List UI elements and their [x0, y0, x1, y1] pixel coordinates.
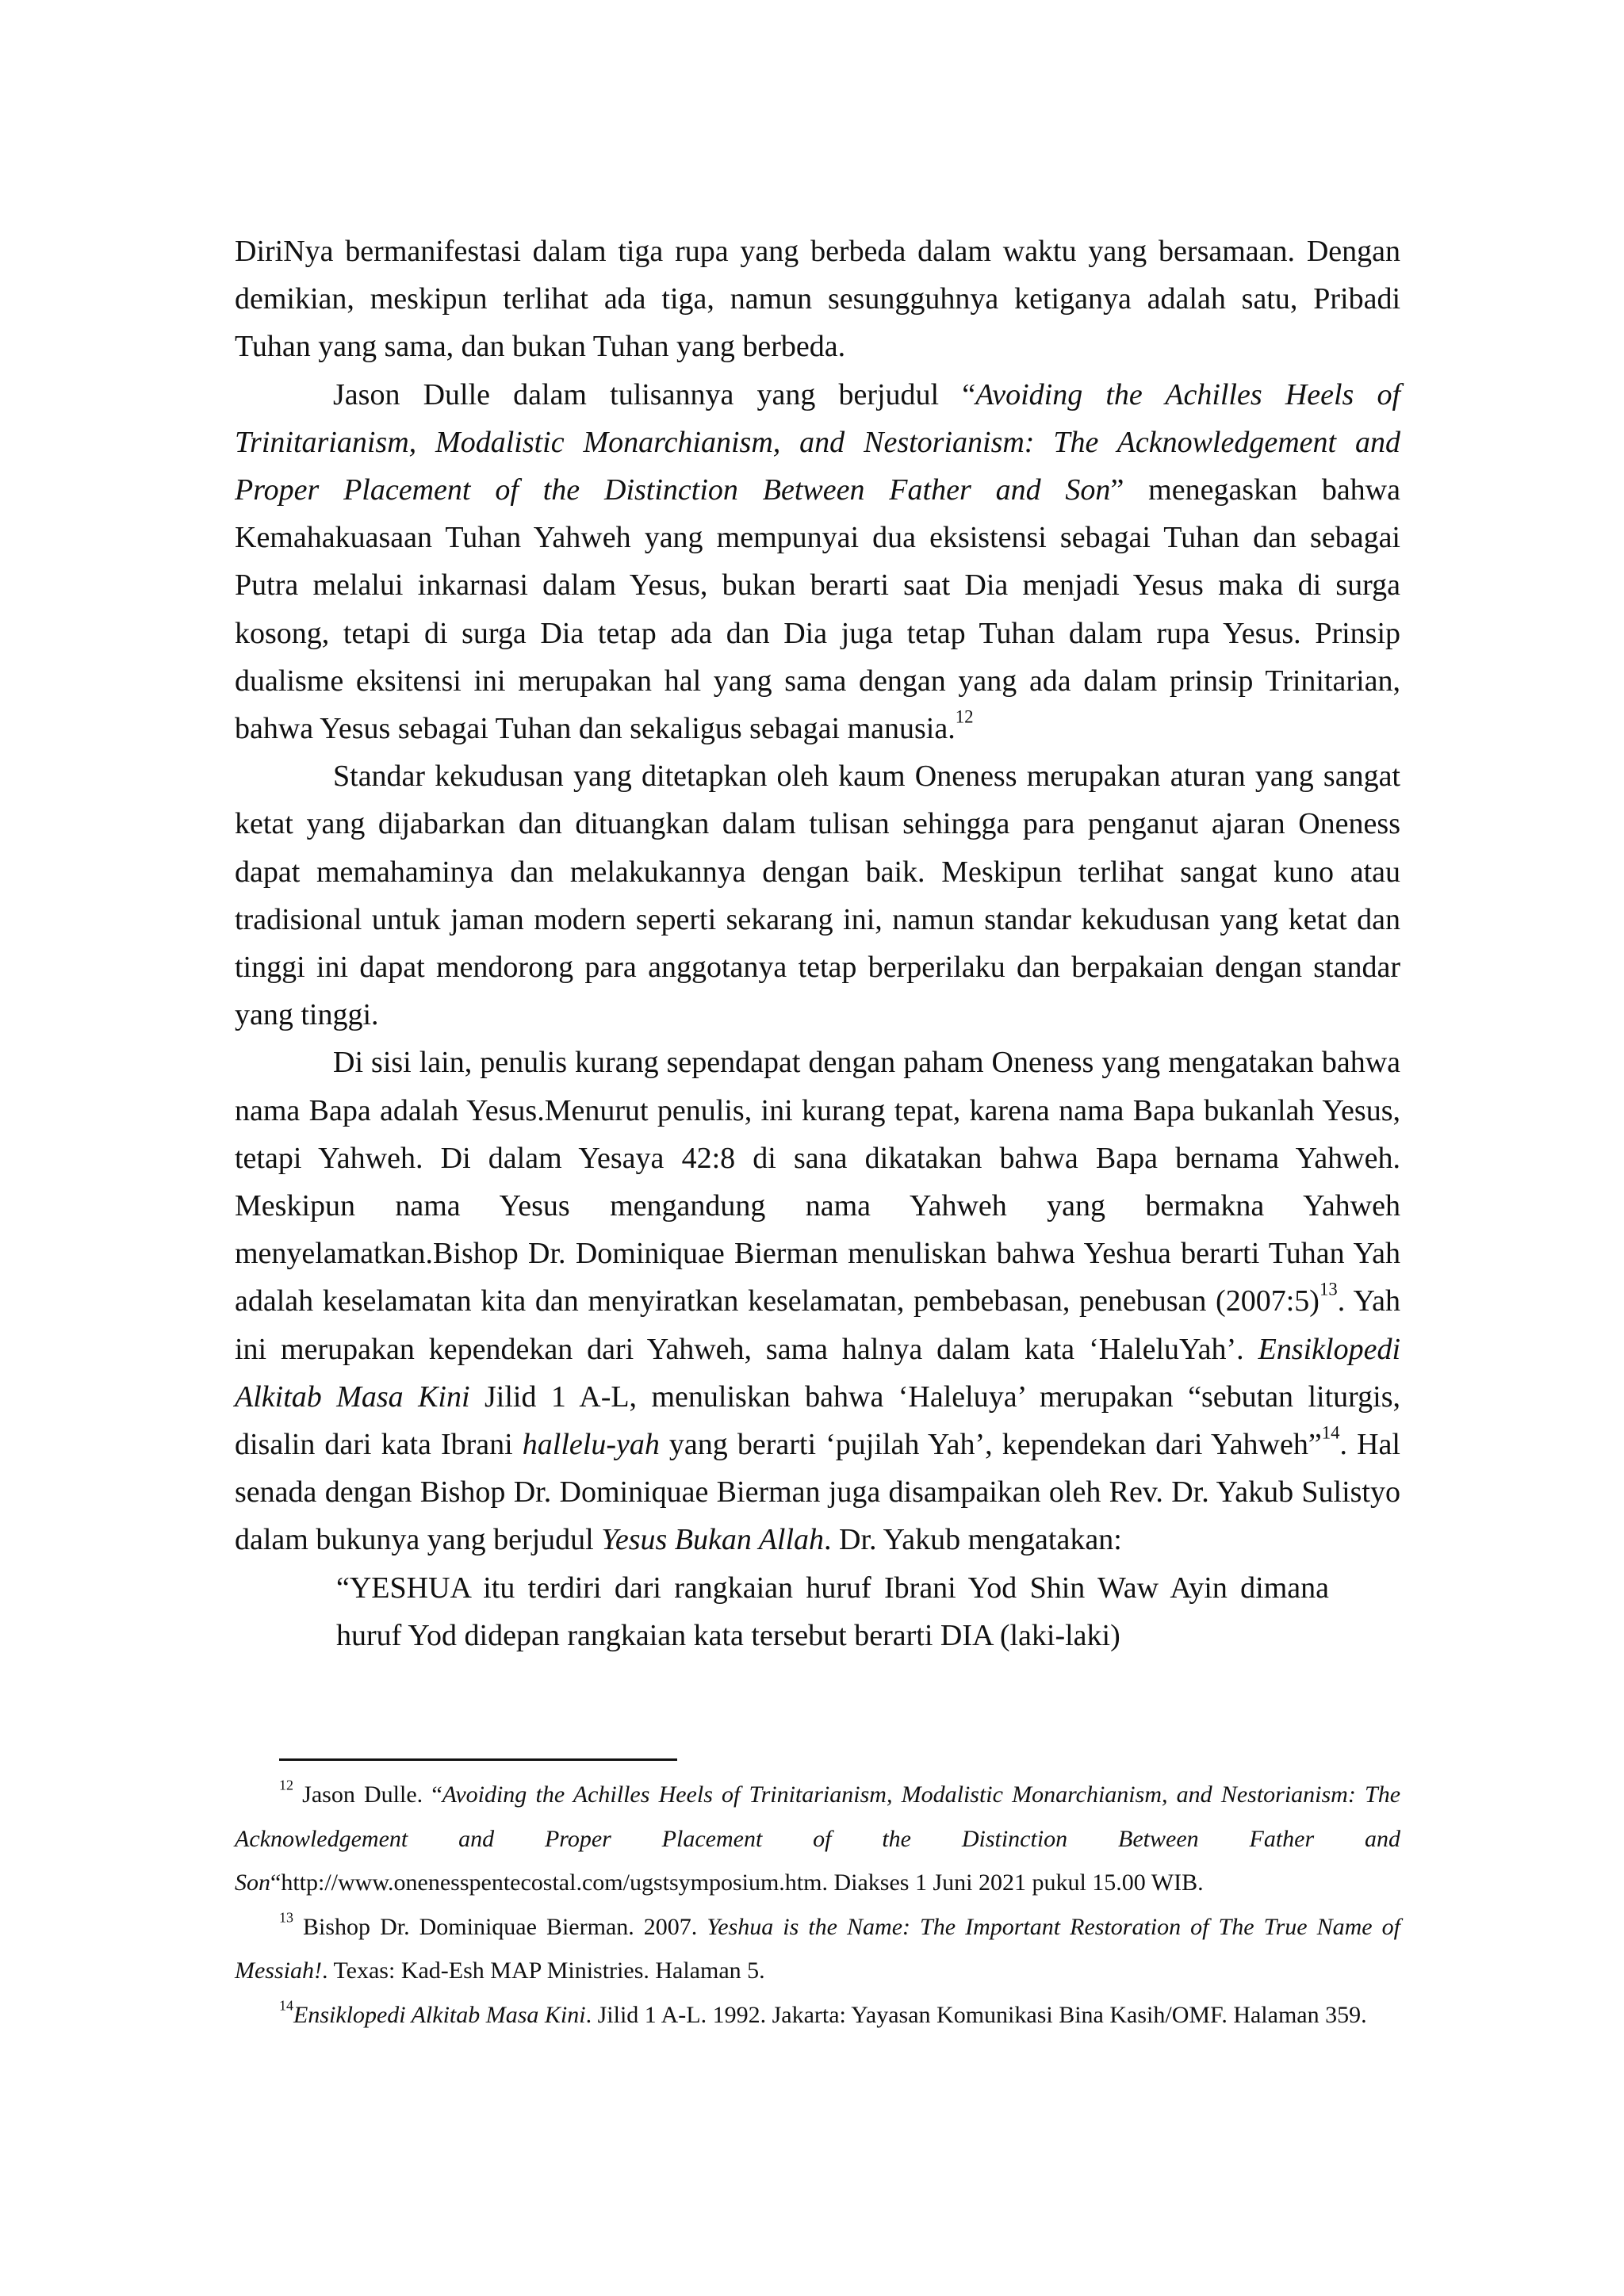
footnote-13: [235, 1905, 1400, 1993]
paragraph-2: [235, 371, 1400, 753]
p4-text-e: . Hal senada dengan Bishop Dr. Dominiquae Bierman juga disampaikan oleh Rev. Dr. Yakub Sulistyo dalam bukunya yang berjudul: [235, 1428, 1400, 1557]
footnote-13-number: 13: [279, 1909, 293, 1926]
footnote-12-title: Avoiding the Achilles Heels of Trinitarianism, Modalistic Monarchianism, and Nestorianism: The Acknowledgement and Proper Placement of the Distinction Between Father and Son: [235, 1781, 1401, 1896]
footnote-14-title: Ensiklopedi Alkitab Masa Kini: [293, 2001, 586, 2028]
footnote-13-title: Yeshua is the Name: The Important Restoration of The True Name of Messiah!: [235, 1913, 1400, 1984]
footnote-14-number: 14: [279, 1997, 293, 2014]
p4-text-d: yang berarti ‘pujilah Yah’, kependekan dari Yahweh”: [659, 1428, 1322, 1462]
p4-book-title: Yesus Bukan Allah: [601, 1523, 825, 1557]
footnote-13-text-b: . Texas: Kad-Esh MAP Ministries. Halaman 5.: [321, 1957, 765, 1984]
p4-text-b: . Yah ini merupakan kependekan dari Yahweh, sama halnya dalam kata ‘HaleluYah’.: [235, 1284, 1400, 1366]
footnote-14-text-b: . Jilid 1 A-L. 1992. Jakarta: Yayasan Komunikasi Bina Kasih/OMF. Halaman 359.: [585, 2001, 1367, 2028]
paragraph-1-text: DiriNya bermanifestasi dalam tiga rupa yang berbeda dalam waktu yang bersamaan. Dengan demikian, meskipun terlihat ada tiga, namun sesungguhnya ketiganya adalah satu, Pribadi Tuhan yang sama, dan bukan Tuhan yang berbeda.: [235, 235, 1400, 364]
body-text: [235, 228, 1400, 1659]
block-quote-text: “YESHUA itu terdiri dari rangkaian huruf Ibrani Yod Shin Waw Ayin dimana huruf Yod didepan rangkaian kata tersebut berarti DIA (laki-laki): [336, 1571, 1329, 1652]
footnote-13-text-a: Bishop Dr. Dominiquae Bierman. 2007.: [293, 1913, 707, 1940]
footnote-12-text-a: Jason Dulle. “: [293, 1781, 442, 1808]
p4-text-c: Jilid 1 A-L, menuliskan bahwa ‘Haleluya’ merupakan “sebutan liturgis, disalin dari kata Ibrani: [235, 1380, 1400, 1462]
footnote-12-number: 12: [279, 1777, 293, 1793]
footnote-12: [235, 1773, 1400, 1905]
p2-cited-title: Avoiding the Achilles Heels of Trinitarianism, Modalistic Monarchianism, and Nestorianism: The Acknowledgement and Proper Placement of the Distinction Between Father and Son: [235, 377, 1400, 507]
p2-text-b: ” menegaskan bahwa Kemahakuasaan Tuhan Yahweh yang mempunyai dua eksistensi sebagai Tuhan dan sebagai Putra melalui inkarnasi dalam Yesus, bukan berarti saat Dia menjadi Yesus maka di surga kosong, tetapi di surga Dia tetap ada dan Dia juga tetap Tuhan dalam rupa Yesus. Prinsip dualisme eksitensi ini merupakan hal yang sama dengan yang ada dalam prinsip Trinitarian, bahwa Yesus sebagai Tuhan dan sekaligus sebagai manusia.: [235, 473, 1400, 746]
paragraph-3-text: Standar kekudusan yang ditetapkan oleh kaum Oneness merupakan aturan yang sangat ketat yang dijabarkan dan dituangkan dalam tulisan sehingga para penganut ajaran Oneness dapat memahaminya dan melakukannya dengan baik. Meskipun terlihat sangat kuno atau tradisional untuk jaman modern seperti sekarang ini, namun standar kekudusan yang ketat dan tinggi ini dapat mendorong para anggotanya tetap berperilaku dan berpakaian dengan standar yang tinggi.: [235, 760, 1400, 1032]
footnote-ref-13: 13: [1319, 1280, 1338, 1300]
p2-text-a: Jason Dulle dalam tulisannya yang berjudul “: [333, 377, 976, 411]
p4-hebrew-term: hallelu-yah: [522, 1428, 660, 1462]
paragraph-4: [235, 1039, 1400, 1563]
block-quote: [336, 1564, 1329, 1659]
p4-text-f: . Dr. Yakub mengatakan:: [824, 1523, 1122, 1557]
paragraph-3: [235, 752, 1400, 1039]
footnote-ref-12: 12: [955, 706, 974, 727]
footnote-12-text-b: “http://www.onenesspentecostal.com/ugstsymposium.htm. Diakses 1 Juni 2021 pukul 15.00 WIB.: [270, 1869, 1204, 1896]
footnote-14: [235, 1993, 1400, 2038]
p4-text-a: Di sisi lain, penulis kurang sependapat dengan paham Oneness yang mengatakan bahwa nama Bapa adalah Yesus.Menurut penulis, ini kurang tepat, karena nama Bapa bukanlah Yesus, tetapi Yahweh. Di dalam Yesaya 42:8 di sana dikatakan bahwa Bapa bernama Yahweh. Meskipun nama Yesus mengandung nama Yahweh yang bermakna Yahweh menyelamatkan.Bishop Dr. Dominiquae Bierman menuliskan bahwa Yeshua berarti Tuhan Yah adalah keselamatan kita dan menyiratkan keselamatan, pembebasan, penebusan (2007:5): [235, 1046, 1400, 1318]
footnote-ref-14: 14: [1321, 1422, 1340, 1443]
paragraph-1: [235, 228, 1400, 371]
p4-encyclopedia-title: Ensiklopedi Alkitab Masa Kini: [235, 1332, 1400, 1414]
footnotes: [235, 1773, 1400, 2037]
footnote-separator: [279, 1758, 677, 1761]
